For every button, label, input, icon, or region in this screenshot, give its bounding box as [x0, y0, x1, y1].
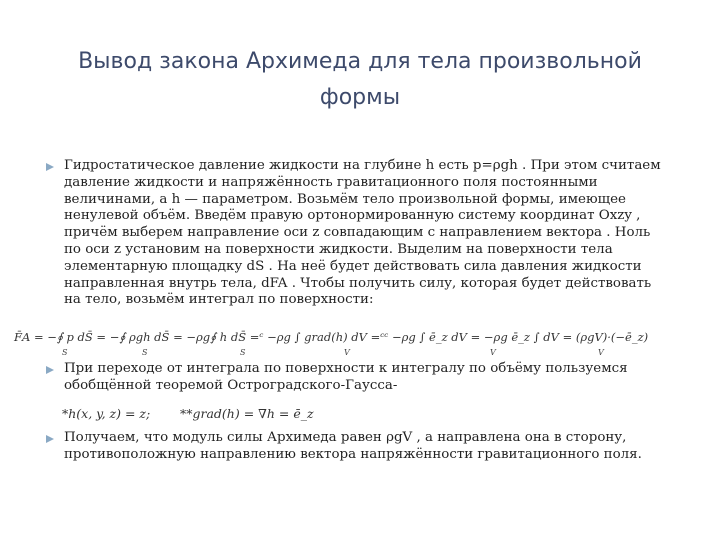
- bullet-1-line: направленная внутрь тела, dFA . Чтобы получить силу, которая будет действовать: [64, 275, 652, 291]
- bullet-1-line: элементарную площадку dS . На неё будет действовать сила давления жидкости: [64, 258, 642, 274]
- bullet-1-line: ненулевой объём. Введём правую ортонормированную систему координат Oxzy ,: [64, 208, 641, 224]
- bullet-1: [46, 158, 696, 309]
- bullet-2: [46, 361, 696, 395]
- bullet-marker-icon: [46, 435, 54, 443]
- gauss-footnote-formulas: [62, 402, 422, 428]
- bullet-1-line: Гидростатическое давление жидкости на глубине h есть p=ρgh . При этом считаем: [64, 158, 661, 173]
- bullet-1-line: по оси z установим на поверхности жидкости. Выделим на поверхности тела: [64, 241, 613, 257]
- slide-title: [40, 44, 680, 116]
- bullet-1-line: на тело, возьмём интеграл по поверхности:: [64, 292, 374, 308]
- bullet-marker-icon: [46, 366, 54, 374]
- formula-part: F̄A = −∮ p dS̄ = −∮ ρgh dS̄ = −ρg∮ h dS̄ =ᶜ −ρg ∫ grad(h) dV =ᶜᶜ −ρg ∫ ē_z dV = −ρg ē_z ∫ dV = (ρgV)·(−ē_z): [14, 330, 649, 344]
- formula-sub: V: [598, 348, 604, 357]
- bullet-1-text: [64, 158, 696, 309]
- bullet-marker-icon: [46, 163, 54, 171]
- bullet-3-line: противоположную направлению вектора напряжённости гравитационного поля.: [64, 446, 642, 462]
- footnote-formula-2: **grad(h) = ∇h = ē_z: [180, 406, 314, 421]
- formula-sub: V: [344, 348, 350, 357]
- formula-sub: S: [62, 348, 68, 357]
- title-line-2: формы: [319, 85, 401, 110]
- integral-formula: [14, 322, 714, 364]
- title-line-1: Вывод закона Архимеда для тела произвольной: [78, 49, 642, 74]
- bullet-1-line: величинами, а h — параметром. Возьмём тело произвольной формы, имеющее: [64, 191, 626, 207]
- bullet-1-line: давление жидкости и напряжённость гравитационного поля постоянными: [64, 174, 598, 190]
- bullet-2-line: При переходе от интеграла по поверхности к интегралу по объёму пользуемся: [64, 361, 628, 376]
- bullet-3-text: [64, 430, 696, 464]
- formula-sub: S: [240, 348, 246, 357]
- bullet-3: [46, 430, 696, 464]
- footnote-formula-1: *h(x, y, z) = z;: [62, 406, 151, 421]
- bullet-3-line: Получаем, что модуль силы Архимеда равен ρgV , а направлена она в сторону,: [64, 430, 627, 445]
- formula-sub: V: [490, 348, 496, 357]
- bullet-2-line: обобщённой теоремой Остроградского-Гаусса-: [64, 377, 398, 393]
- bullet-1-line: причём выберем направление оси z совпадающим с направлением вектора . Ноль: [64, 225, 651, 241]
- bullet-2-text: [64, 361, 696, 395]
- formula-sub: S: [142, 348, 148, 357]
